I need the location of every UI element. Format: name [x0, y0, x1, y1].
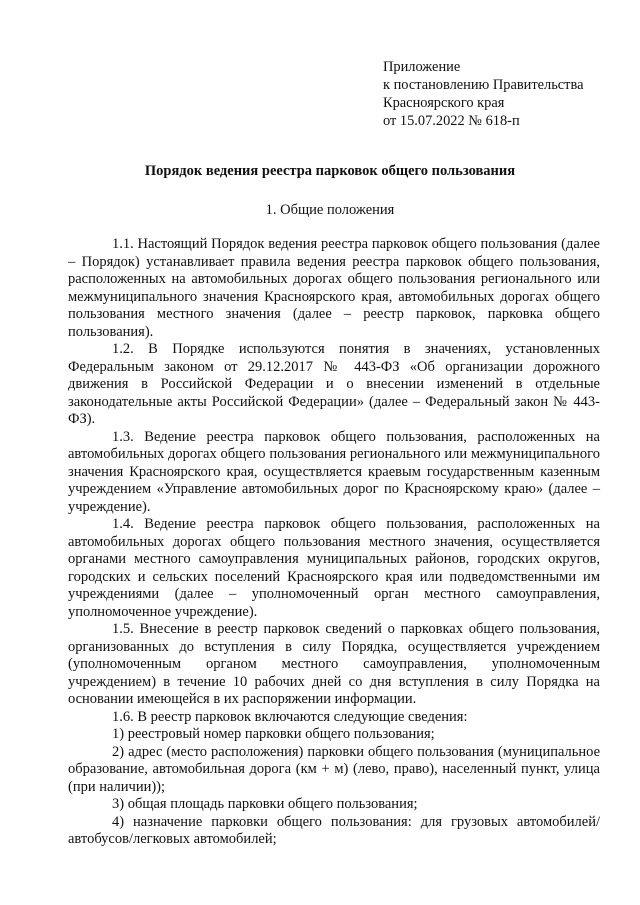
list-item-2: 2) адрес (место расположения) парковки общего пользования (муниципальное образование, автомобильная дорога (км + м) (лево, право), населенный пункт, улица (при наличии)); — [68, 743, 600, 795]
appendix-line: от 15.07.2022 № 618-п — [383, 113, 520, 129]
document-title: Порядок ведения реестра парковок общего пользования — [144, 163, 516, 179]
appendix-line: Красноярского края — [383, 95, 505, 111]
document-body — [68, 236, 600, 849]
appendix-line: к постановлению Правительства — [383, 77, 584, 93]
section-title: 1. Общие положения — [265, 202, 395, 218]
paragraph-1-6: 1.6. В реестр парковок включаются следующие сведения: — [112, 708, 468, 725]
list-item-3: 3) общая площадь парковки общего пользования; — [112, 796, 418, 812]
paragraph-1-3: 1.3. Ведение реестра парковок общего пользования, расположенных на автомобильных дорогах общего пользования регионального или межмуниципального значения Красноярского края, осуществляется краевым государственным казенным учреждением «Управление автомобильных дорог по Красноярскому краю» (далее – учреждение). — [68, 428, 600, 515]
appendix-line: Приложение — [383, 59, 461, 75]
paragraph-1-1: 1.1. Настоящий Порядок ведения реестра парковок общего пользования (далее – Порядок) устанавливает правила ведения реестра парковок общего пользования, расположенных на автомобильных дорогах общего пользования регионального или межмуниципального значения Красноярского края, автомобильных дорогах общего пользования местного значения (далее – реестр парковок, парковка общего пользования). — [68, 236, 600, 340]
paragraph-1-5: 1.5. Внесение в реестр парковок сведений о парковках общего пользования, организованных до вступления в силу Порядка, осуществляется учреждением (уполномоченным органом местного самоуправления, уполномоченным учреждением) в течение 10 рабочих дней со дня вступления в силу Порядка на основании имеющейся в их распоряжении информации. — [68, 621, 600, 707]
list-item-4: 4) назначение парковки общего пользования: для грузовых автомобилей/автобусов/легковых автомобилей; — [68, 813, 600, 847]
appendix-block — [383, 58, 633, 130]
list-item-1: 1) реестровый номер парковки общего пользования; — [112, 726, 435, 742]
paragraph-1-2: 1.2. В Порядке используются понятия в значениях, установленных Федеральным законом от 29.12.2017 № 443-ФЗ «Об организации дорожного движения в Российской Федерации и о внесении изменений в отдельные законодательные акты Российской Федерации» (далее – Федеральный закон № 443-ФЗ). — [68, 341, 600, 427]
paragraph-1-4: 1.4. Ведение реестра парковок общего пользования, расположенных на автомобильных дорогах общего пользования местного значения, осуществляется органами местного самоуправления муниципальных районов, городских округов, городских и сельских поселений Красноярского края или подведомственными им учреждениями (далее – уполномоченный орган местного самоуправления, уполномоченное учреждение). — [68, 516, 600, 620]
